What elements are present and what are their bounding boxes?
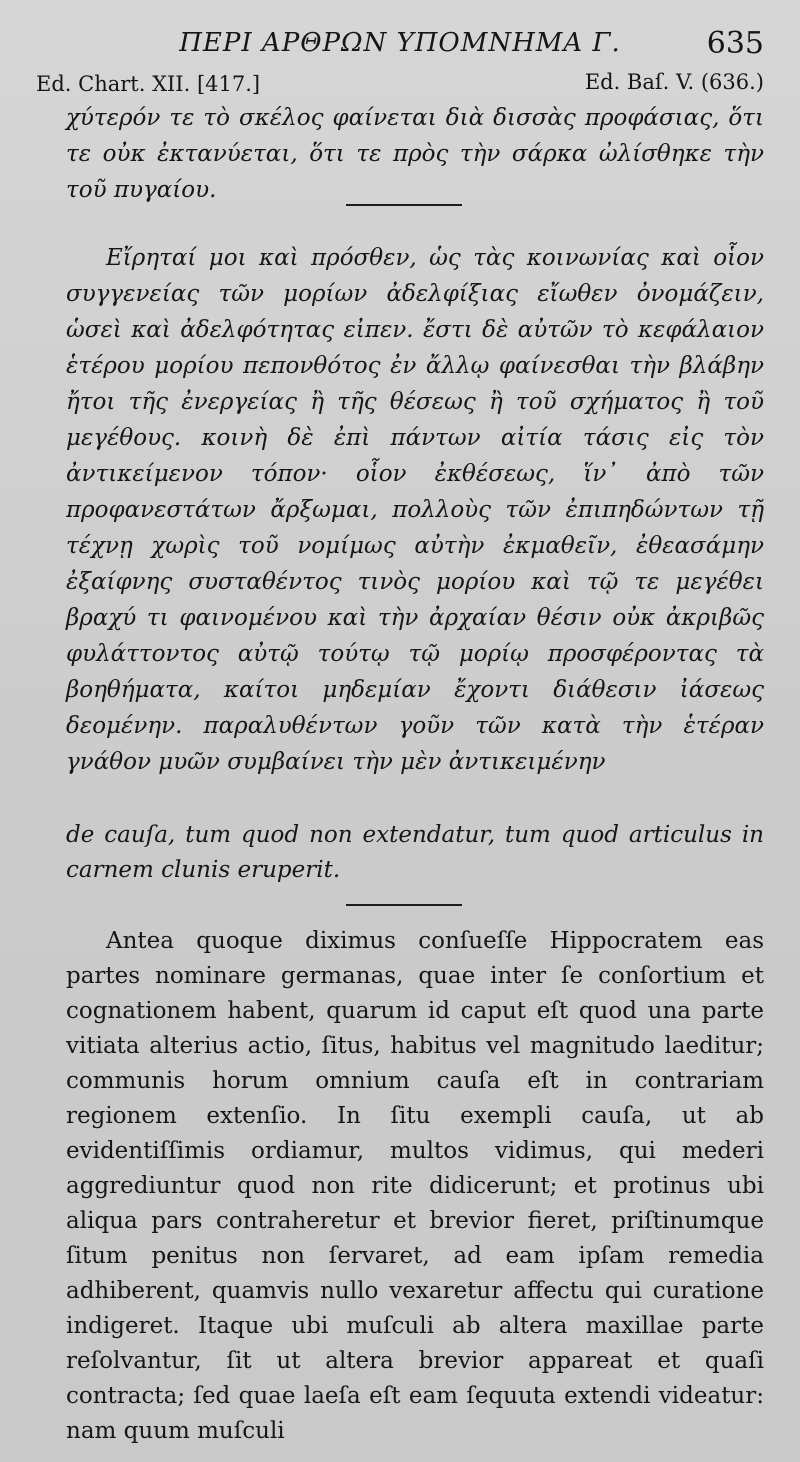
- greek-section-divider: [346, 204, 462, 206]
- latin-paragraph-text: Antea quoque diximus conſueſſe Hippocratem eas partes nominare germanas, quae inter ſe conſortium et cognationem habent, quarum id caput eſt quod una parte vitiata alterius actio, ſitus, habitus vel magnitudo laeditur; communis horum omnium cauſa eſt in contrariam regionem extenſio. In ſitu exempli cauſa, ut ab evidentiſſimis ordiamur, multos vidimus, qui mederi aggrediuntur quod non rite didicerunt; et protinus ubi aliqua pars contraheretur et brevior fieret, priſtinumque ſitum penitus non ſervaret, ad eam ipſam remedia adhiberent, quamvis nullo vexaretur affectu qui curatione indigeret. Itaque ubi muſculi ab altera maxillae parte reſolvantur, ſit ut altera brevior appareat et quaſi contracta; ſed quae laeſa eſt eam ſequuta extendi videatur: nam quum muſculi: [66, 928, 764, 1444]
- edition-reference-basel: Ed. Baſ. V. (636.): [584, 70, 764, 94]
- latin-paragraph: [66, 924, 764, 1449]
- running-title: ΠΕΡΙ ΑΡΘΡΩΝ ΥΠΟΜΝΗΜΑ Γ.: [179, 28, 621, 58]
- edition-reference-chart: Ed. Chart. XII. [417.]: [36, 72, 261, 96]
- latin-section-divider: [346, 904, 462, 906]
- greek-continuation-text: χύτερόν τε τὸ σκέλος φαίνεται διὰ δισσὰς προφάσιας, ὅτι τε οὐκ ἐκτανύεται, ὅτι τε πρὸς τὴν σάρκα ὠλίσθηκε τὴν τοῦ πυγαίου.: [66, 105, 764, 203]
- page-number: 635: [706, 26, 764, 61]
- greek-paragraph: [66, 240, 764, 780]
- greek-continuation: [66, 100, 764, 208]
- latin-continuation-text: de cauſa, tum quod non extendatur, tum quod articulus in carnem clunis eruperit.: [66, 822, 764, 883]
- latin-continuation: [66, 818, 764, 888]
- greek-paragraph-text: Εἴρηταί μοι καὶ πρόσθεν, ὡς τὰς κοινωνίας καὶ οἷον συγγενείας τῶν μορίων ἀδελφίξιας εἴωθεν ὀνομάζειν, ὡσεὶ καὶ ἀδελφότητας εἰπεν. ἔστι δὲ αὐτῶν τὸ κεφάλαιον ἑτέρου μορίου πεπονθότος ἐν ἄλλῳ φαίνεσθαι τὴν βλάβην ἤτοι τῆς ἐνεργείας ἢ τῆς θέσεως ἢ τοῦ σχήματος ἢ τοῦ μεγέθους. κοινὴ δὲ ἐπὶ πάντων αἰτία τάσις εἰς τὸν ἀντικείμενον τόπον· οἷον ἐκθέσεως, ἵν᾿ ἀπὸ τῶν προφανεστάτων ἄρξωμαι, πολλοὺς τῶν ἐπιπηδώντων τῇ τέχνῃ χωρὶς τοῦ νομίμως αὐτὴν ἐκμαθεῖν, ἐθεασάμην ἐξαίφνης συσταθέντος τινὸς μορίου καὶ τῷ τε μεγέθει βραχύ τι φαινομένου καὶ τὴν ἀρχαίαν θέσιν οὐκ ἀκριβῶς φυλάττοντος αὐτῷ τούτῳ τῷ μορίῳ προσφέροντας τὰ βοηθήματα, καίτοι μηδεμίαν ἔχοντι διάθεσιν ἰάσεως δεομένην. παραλυθέντων γοῦν τῶν κατὰ τὴν ἑτέραν γνάθον μυῶν συμβαίνει τὴν μὲν ἀντικειμένην: [66, 245, 764, 775]
